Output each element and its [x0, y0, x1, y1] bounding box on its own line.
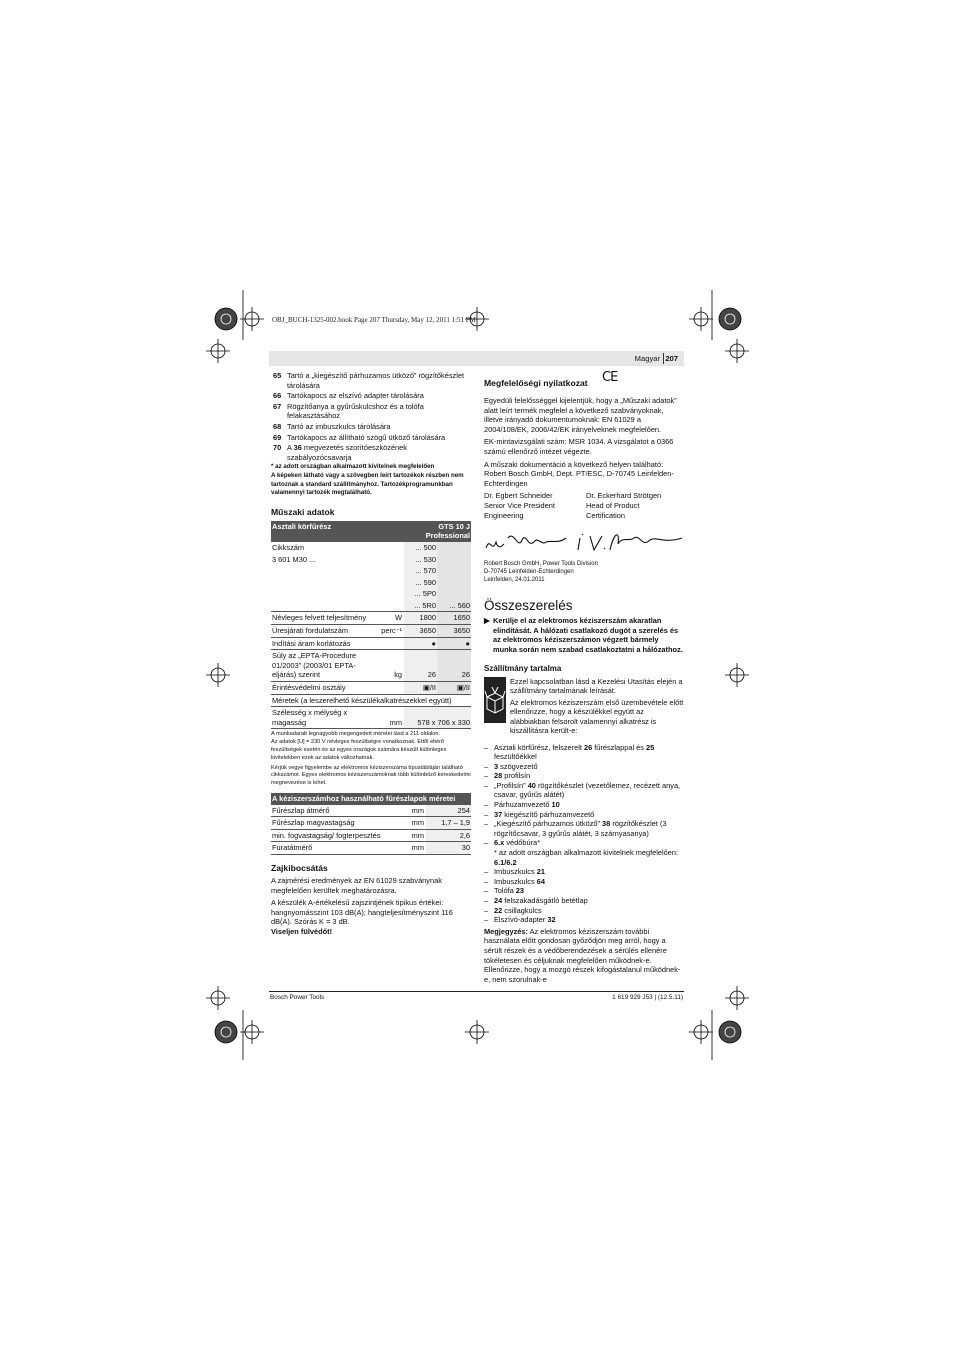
list-item: 68 Tartó az imbuszkulcs tárolására: [273, 421, 391, 431]
list-item: – 22 csillagkulcs: [484, 906, 684, 916]
list-item: – Párhuzamvezető 10: [484, 800, 684, 810]
page-header: [269, 351, 684, 366]
delivery-title: Szállítmány tartalma: [484, 663, 562, 673]
spec-title: Műszaki adatok: [271, 506, 335, 517]
table-row: Fűrészlap magvastagság mm 1,7 – 1,9: [271, 817, 471, 830]
list-item: – Asztali körfűrész, felszerelt 26 fűrészlappal és 25 feszültőékkel: [484, 743, 684, 762]
noise-p1: A zajmérési eredmények az EN 61029 szabványnak megfelelően kerültek meghatározásra.: [271, 875, 442, 895]
conformity-p1: Egyedüli felelősséggel kijelentjük, hogy a „Műszaki adatok” alatt leírt termék megfelel a következő szabványoknak, illetve irányadó dokumentumoknak: EN 61029 a 2004/108/EK, 2006/42/EK irányelveknek megfelelően.: [484, 396, 677, 434]
signatories: [484, 491, 684, 520]
table-row: Szélesség x mélység x magasság mm 578 x 706 x 330: [271, 707, 471, 729]
list-item: 69 Tartókapocs az állítható szögű ütköző tárolására: [273, 432, 446, 442]
noise-title: Zajkibocsátás: [271, 862, 328, 873]
assembly-warning: ▶ Kerülje el az elektromos kéziszerszám akaratlan elindítását. A hálózati csatlakozó dugót a szerelés és az elektromos kéziszerszámon végzett bármely munka során nem szabad csatlakoztatni a hálózathoz.: [484, 616, 683, 654]
signatory-1: Dr. Egbert Schneider Senior Vice President Engineering: [484, 491, 555, 520]
list-item: – Tolófa 23: [484, 886, 684, 896]
signatory-2: Dr. Eckerhard Strötgen Head of Product Certification: [586, 491, 662, 520]
conformity-title: Megfelelőségi nyilatkozat: [484, 378, 588, 388]
footer-brand: Bosch Power Tools: [270, 994, 325, 1001]
list-item: – „Kiegészítő párhuzamos ütköző” 38 rögzítőkészlet (3 rögzítőcsavar, 3 gyűrűs alátét, 3 szárnyasanya): [484, 819, 684, 838]
table-row: ... 570: [271, 565, 471, 577]
list-item: – 28 profilsín: [484, 771, 684, 781]
conformity-p3: A műszaki dokumentáció a következő helyen található: Robert Bosch GmbH, Dept. PT/ESC, D-70745 Leinfelden-Echterdingen: [484, 459, 674, 488]
assembly-title: Összeszerelés: [484, 598, 573, 614]
footnote: * az adott országban alkalmazott kivitelnek megfelelően: [271, 463, 435, 471]
table-row: Furatátmérő mm 30: [271, 842, 471, 855]
signatures: [484, 524, 684, 560]
list-item: 66 Tartókapocs az elszívó adapter tárolására: [273, 391, 424, 401]
header-divider: [663, 353, 664, 364]
footer-code: 1 619 929 J53 | (12.5.11): [612, 994, 683, 1001]
list-item: – Imbuszkulcs 64: [484, 877, 684, 887]
delivery-list: [484, 743, 684, 925]
table-row: Érintésvédelmi osztály ▣/II ▣/II: [271, 682, 471, 695]
component-list: [271, 371, 471, 462]
page-number: 207: [665, 354, 678, 363]
table-row: min. fogvastagság/ fogterpesztés mm 2,6: [271, 829, 471, 842]
table-row: ... 590: [271, 577, 471, 589]
signature-image: [484, 524, 684, 560]
section-name: Magyar: [634, 354, 660, 363]
table-row: Indítási áram korlátozás ● ●: [271, 637, 471, 650]
table-row: Súly az „EPTA-Procedure 01/2003” (2003/01 EPTA-eljárás) szerint kg 26 26: [271, 650, 471, 682]
table-row: A kéziszerszámhoz használható fűrészlapok méretei: [271, 793, 471, 805]
accessory-note: A képeken látható vagy a szövegben leírt tartozékok részben nem tartoznak a standard szállítmányhoz. Tartozékprogramunkban valamennyi tartozék megtalálható.: [271, 471, 464, 497]
table-row: Névleges felvett teljesítmény W 1800 1650: [271, 612, 471, 625]
table-row: Méretek (a leszerelhető készülékalkatrészekkel együtt): [271, 694, 471, 707]
print-slug: OBJ_BUCH-1325-002.book Page 207 Thursday, May 12, 2011 1:51 PM: [272, 316, 476, 324]
table-row: Asztali körfűrész GTS 10 J Professional: [272, 521, 470, 541]
spec-table: [271, 521, 471, 730]
list-item: – Elszívó-adapter 32: [484, 915, 684, 925]
triangle-bullet-icon: ▶: [484, 616, 490, 626]
list-item: – Imbuszkulcs 21: [484, 867, 684, 877]
list-item: – 6.x védőbúra* * az adott országban alkalmazott kivitelnek megfelelően: 6.1/6.2: [484, 838, 684, 867]
noise-warning: Viseljen fülvédőt!: [271, 926, 333, 936]
company-address: Robert Bosch GmbH, Power Tools Division D-70745 Leinfelden-Echterdingen Leinfelden, 24.01.2011: [484, 561, 598, 584]
table-row: 3 601 M30 ... ... 530: [271, 554, 471, 566]
table-row: Fűrészlap átmérő mm 254: [271, 805, 471, 817]
spec-notes: A munkadarab legnagyobb megengedett méretei lásd a 211 oldalon. Az adatok [U] = 230 V névleges feszültségre vonatkoznak. Ettől eltérő feszültségek esetén és az egyes országok számára készült különleges kivitelekben ezek az adatok változhatnak. Kérjük vegye figyelembe az elektromos kéziszerszáma típustábláján található cikkszámot. Egyes elektromos kéziszerszámoknak több különböző kereskedelmi megnevezése is lehet.: [271, 731, 471, 787]
footer-rule: [269, 991, 684, 992]
table-row: Cikkszám ... 500: [271, 542, 471, 554]
left-column: [271, 371, 471, 937]
table-row: ... 5R0 ... 560: [271, 600, 471, 612]
list-item: – 3 szögvezető: [484, 762, 684, 772]
conformity-p2: EK-mintavizsgálati szám: MSR 1034. A vizsgálatot a 0366 számú ellenőrző intézet végezte.: [484, 437, 674, 456]
delivery-intro: Ezzel kapcsolatban lásd a Kezelési Utasítás elején a szállítmány tartalmának leírását. Az elektromos kéziszerszám első üzembevétele előtt ellenőrizze, hogy a készülékkel együtt az alábbiakban felsorolt valamennyi alkatrész is kiszállításra került-e:: [484, 677, 684, 741]
list-item: 70 A 36 megvezetés szorítóeszközének szabályozócsavarja: [273, 443, 407, 462]
list-item: – 24 felszakadásgátló betétlap: [484, 896, 684, 906]
table-row: ... 5P0: [271, 588, 471, 600]
noise-p2: A készülék A-értékelésű zajszintjének tipikus értékei: hangnyomásszint 103 dB(A); hangteljesítményszint 116 dB(A). Szórás K = 3 dB.: [271, 898, 453, 927]
box-icon: [484, 677, 506, 723]
list-item: – „Profilsín” 40 rögzítőkészlet (vezetőlemez, recézett anya, csavar, gyűrűs alátét): [484, 781, 684, 800]
list-item: – 37 kiegészítő párhuzamvezető: [484, 810, 684, 820]
right-column: [484, 370, 684, 984]
ce-mark: CE: [602, 370, 618, 385]
list-item: 65 Tartó a „kiegészítő párhuzamos ütköző” rögzítőkészlet tárolására: [273, 371, 465, 390]
table-row: Üresjárati fordulatszám perc⁻¹ 3650 3650: [271, 625, 471, 638]
list-item: 67 Rögzítőanya a gyűrűskulcshoz és a tolófa felakasztásához: [273, 401, 424, 421]
blade-table: [271, 793, 471, 855]
assembly-note: Megjegyzés: Az elektromos kéziszerszám további használata előtt gondosan győződjön meg arról, hogy a sérült részek és a védőberendezések a sérülés ellenére tökéletesen és céljuknak megfelelően működnek-e. Ellenőrizze, hogy a mozgó részek kifogástalanul működnek-e, nem szorulnak-e: [484, 926, 681, 984]
